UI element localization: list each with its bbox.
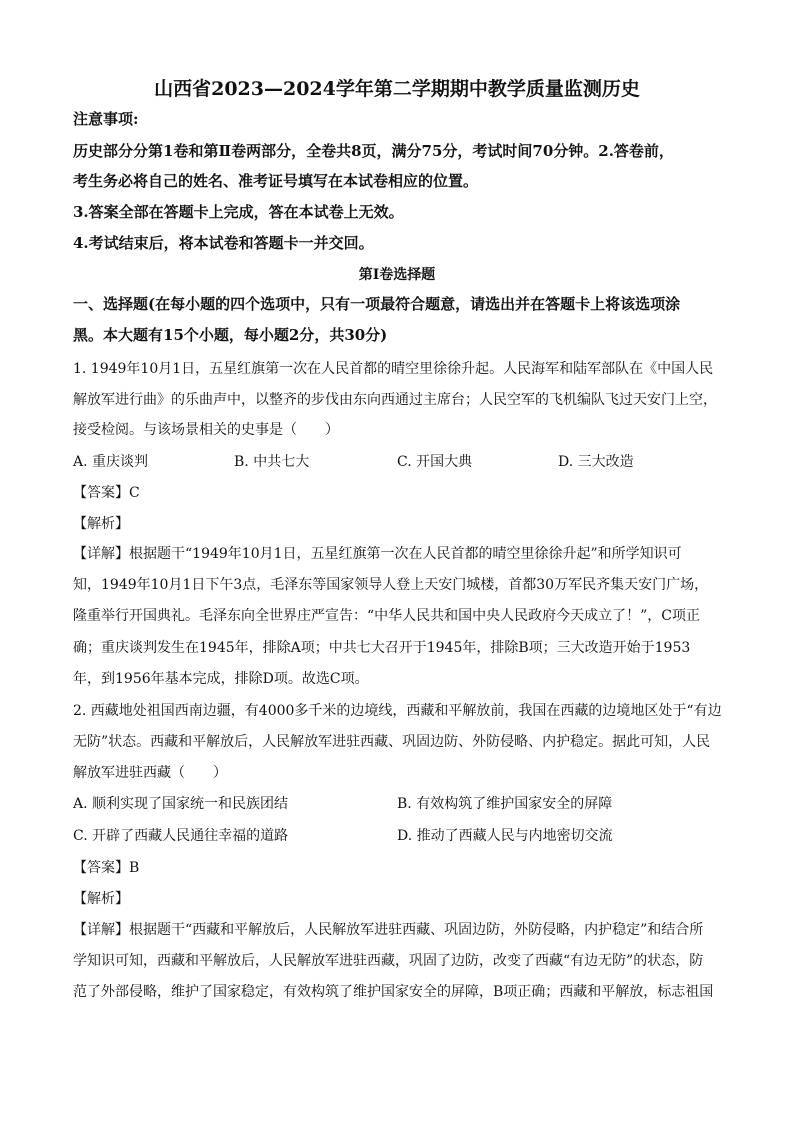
notice-heading: 注意事项: <box>73 110 139 128</box>
q2-option-c: C. 开辟了西藏人民通往幸福的道路 <box>73 828 289 844</box>
q1-detail: 确；重庆谈判发生在1945年，排除A项；中共七大召开于1945年，排除B项；三大改造开始于1953 <box>73 640 691 656</box>
page-title: 山西省2023—2024学年第二学期期中教学质量监测历史 <box>154 78 640 100</box>
section-title: 第Ⅰ卷选择题 <box>358 267 436 283</box>
q1-analysis-label: 【解析】 <box>73 516 129 532</box>
q1-detail: 【详解】根据题干“1949年10月1日，五星红旗第一次在人民首都的晴空里徐徐升起”和所学知识可 <box>73 546 682 562</box>
q2-option-d: D. 推动了西藏人民与内地密切交流 <box>397 828 613 844</box>
q1-option-d: D. 三大改造 <box>558 454 634 470</box>
q2-analysis-label: 【解析】 <box>73 891 129 907</box>
q1-detail: 知，1949年10月1日下午3点，毛泽东等国家领导人登上天安门城楼，首都30万军民齐集天安门广场， <box>73 577 709 593</box>
q2-detail: 【详解】根据题干“西藏和平解放后，人民解放军进驻西藏、巩固边防，外防侵略，内护稳定”和结合所 <box>73 922 704 938</box>
q2-option-b: B. 有效构筑了维护国家安全的屏障 <box>397 796 613 812</box>
part-intro: 黑。本大题有15个小题，每小题2分，共30分) <box>73 326 388 344</box>
q2-detail: 范了外部侵略，维护了国家稳定，有效构筑了维护国家安全的屏障，B项正确；西藏和平解放，标志祖国 <box>73 984 714 1000</box>
q1-detail: 年，到1956年基本完成，排除D项。故选C项。 <box>73 671 369 687</box>
q1-option-c: C. 开国大典 <box>397 454 473 470</box>
part-intro: 一、选择题(在每小题的四个选项中，只有一项最符合题意，请选出并在答题卡上将该选项涂 <box>73 295 681 313</box>
q2-detail: 学知识可知，西藏和平解放后，人民解放军进驻西藏，巩固了边防，改变了西藏“有边无防”的状态，防 <box>73 953 704 969</box>
q2-stem: 2. 西藏地处祖国西南边疆，有4000多千米的边境线，西藏和平解放前，我国在西藏的边境地区处于“有边 <box>73 703 722 719</box>
q1-answer: 【答案】C <box>73 485 140 501</box>
q1-option-b: B. 中共七大 <box>234 454 310 470</box>
q1-stem: 接受检阅。与该场景相关的史事是（ ） <box>73 422 339 438</box>
q2-answer: 【答案】B <box>73 860 140 876</box>
notice-line: 4.考试结束后，将本试卷和答题卡一并交回。 <box>73 234 374 252</box>
q1-stem: 解放军进行曲》的乐曲声中，以整齐的步伐由东向西通过主席台；人民空军的飞机编队飞过天安门上空， <box>73 392 717 408</box>
q2-option-a: A. 顺利实现了国家统一和民族团结 <box>73 796 289 812</box>
q2-stem: 解放军进驻西藏（ ） <box>73 765 227 781</box>
q1-option-a: A. 重庆谈判 <box>73 454 149 470</box>
q1-stem: 1. 1949年10月1日，五星红旗第一次在人民首都的晴空里徐徐升起。人民海军和陆军部队在《中国人民 <box>73 361 714 377</box>
q2-stem: 无防”状态。西藏和平解放后，人民解放军进驻西藏、巩固边防、外防侵略、内护稳定。据此可知，人民 <box>73 734 711 750</box>
notice-line: 3.答案全部在答题卡上完成，答在本试卷上无效。 <box>73 203 404 221</box>
q1-detail: 隆重举行开国典礼。毛泽东向全世界庄严宣告：“中华人民共和国中央人民政府今天成立了！”，C项正 <box>73 608 701 624</box>
notice-line: 考生务必将自己的姓名、准考证号填写在本试卷相应的位置。 <box>73 172 479 190</box>
notice-line: 历史部分分第1卷和第Ⅱ卷两部分，全卷共8页，满分75分，考试时间70分钟。2.答卷前， <box>73 142 674 160</box>
